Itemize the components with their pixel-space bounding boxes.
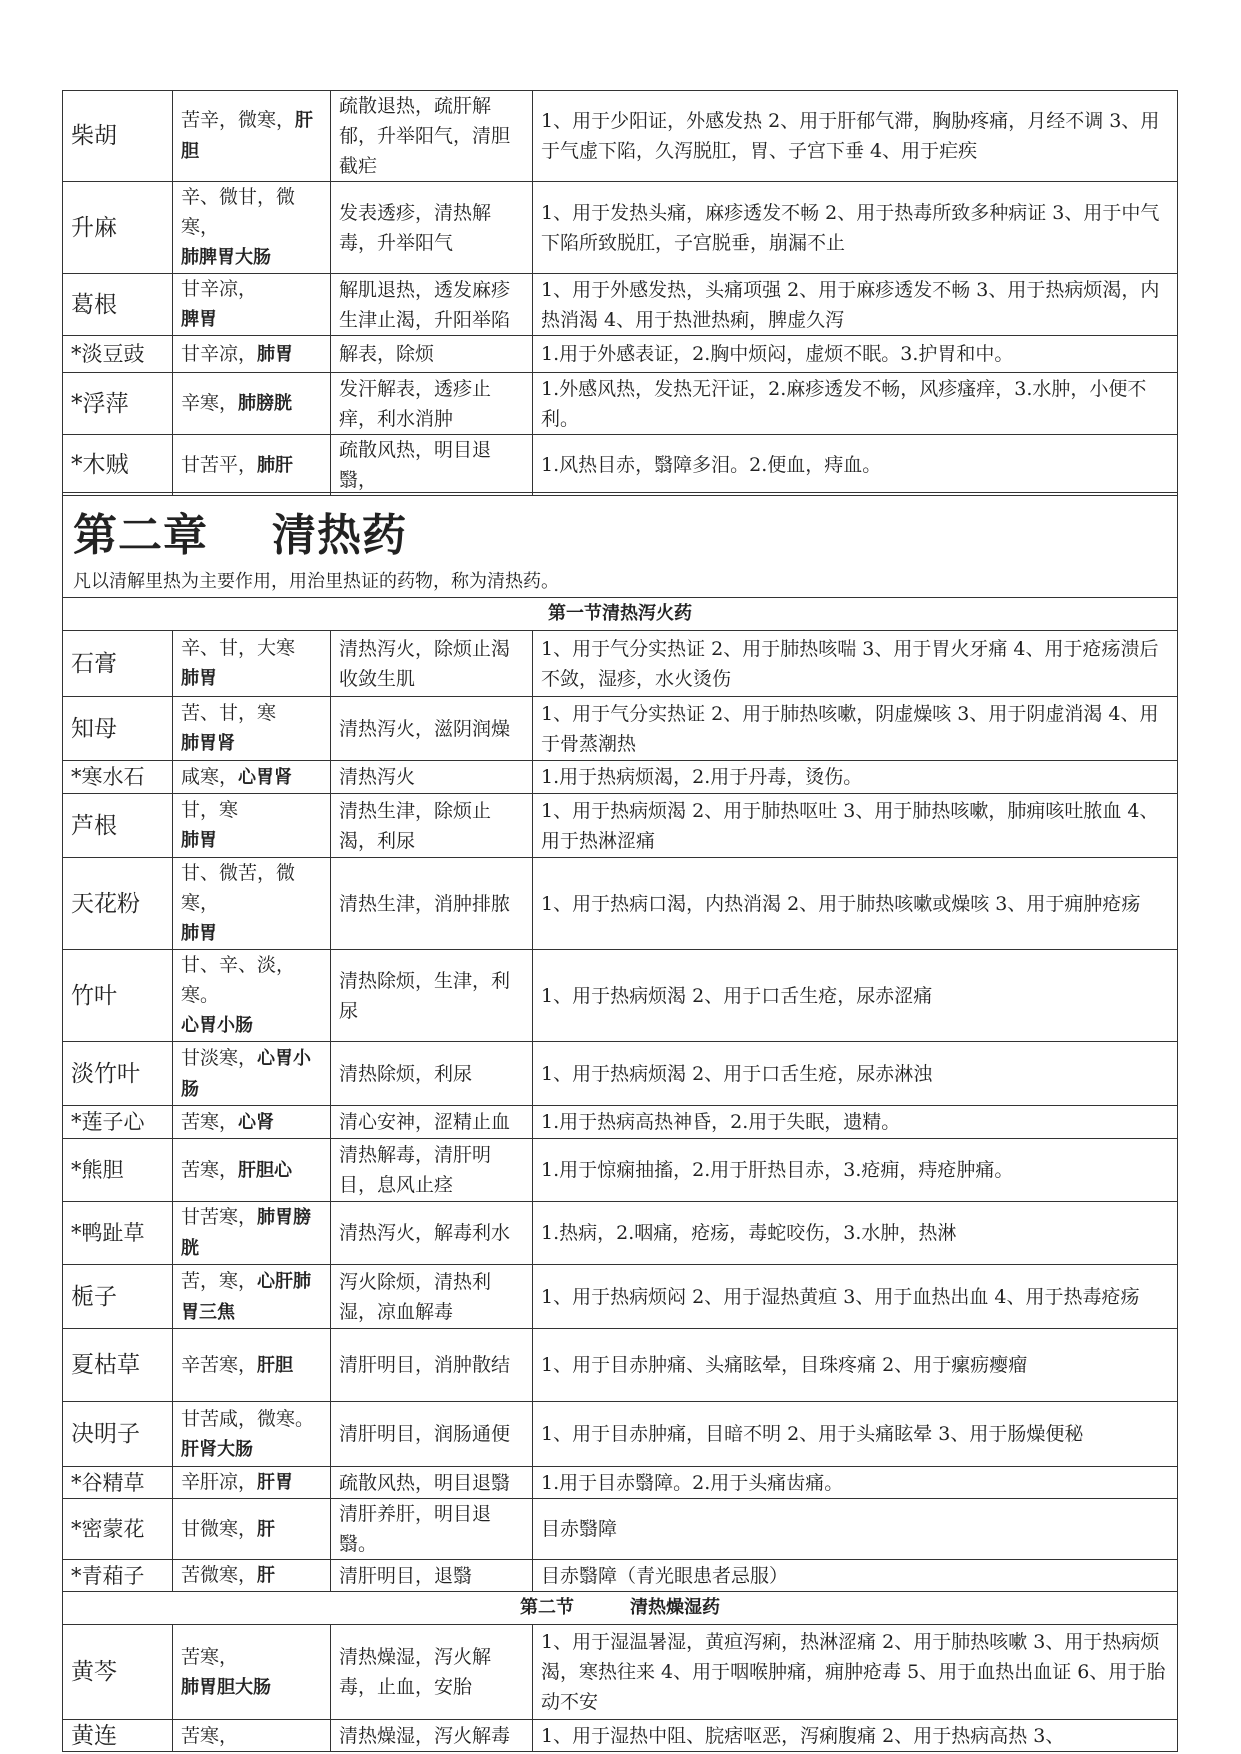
table-row [63,761,1178,794]
herb-effect: 清热泻火，滋阴润燥 [331,697,533,761]
herb-name: 竹叶 [63,950,173,1042]
herb-usage: 1、用于目赤肿痛，目暗不明 2、用于头痛眩晕 3、用于肠燥便秘 [533,1402,1178,1467]
table-row [63,631,1178,697]
herb-effect: 清热解毒，清肝明目，息风止痉 [331,1139,533,1202]
table-row [63,1265,1178,1329]
herb-meridian: 肺胃 [181,668,217,689]
herb-nature: 辛苦寒，肝胆 [173,1329,331,1402]
herb-usage: 1、用于气分实热证 2、用于肺热咳喘 3、用于胃火牙痛 4、用于疮疡溃后不敛，湿疹，水火烫伤 [533,631,1178,697]
herb-meridian: 肺脾胃大肠 [181,247,271,268]
herb-meridian: 肝 [257,1518,276,1540]
herb-effect: 疏散退热，疏肝解郁，升举阳气，清胆截疟 [331,91,533,182]
herb-nature: 甘辛凉，肺胃 [173,336,331,373]
herb-effect: 清热泻火 [331,761,533,794]
herb-name: *青葙子 [63,1560,173,1592]
herb-effect: 清热泻火，解毒利水 [331,1202,533,1265]
herb-meridian: 肝肾大肠 [181,1438,253,1460]
herb-meridian: 肺膀胱 [238,393,293,414]
herb-meridian: 肺胃 [257,343,294,365]
herb-meridian: 心胃小肠 [181,1015,253,1036]
herb-nature: 甘、辛、淡，寒。 心胃小肠 [173,950,331,1042]
herb-meridian: 心肾 [238,1111,275,1133]
herb-name: 石膏 [63,631,173,697]
herb-effect: 清肝明目，消肿散结 [331,1329,533,1402]
section-header-row [63,1592,1178,1625]
herb-name: *莲子心 [63,1106,173,1139]
table-row [63,950,1178,1042]
herb-effect: 清热生津，除烦止渴，利尿 [331,794,533,858]
herb-meridian: 肺胃胆大肠 [181,1676,271,1698]
herb-usage: 1、用于少阳证，外感发热 2、用于肝郁气滞，胸胁疼痛，月经不调 3、用于气虚下陷，久泻脱肛，胃、子宫下垂 4、用于疟疾 [533,91,1178,182]
chapter-description: 凡以清解里热为主要作用，用治里热证的药物，称为清热药。 [73,571,559,592]
table-row [63,697,1178,761]
section-title: 第一节清热泻火药 [63,598,1178,631]
herb-effect: 清肝养肝，明目退翳。 [331,1499,533,1560]
herb-meridian: 肺胃 [181,923,217,944]
table-row [63,794,1178,858]
herb-name: 升麻 [63,182,173,274]
herb-effect: 疏散风热，明目退翳 [331,1467,533,1499]
herb-nature: 甘淡寒，心胃小肠 [173,1042,331,1106]
herb-nature: 甘，寒 肺胃 [173,794,331,858]
herb-usage: 1、用于目赤肿痛、头痛眩晕，目珠疼痛 2、用于瘰疬瘿瘤 [533,1329,1178,1402]
table-row [63,1467,1178,1499]
herb-nature: 甘苦寒，肺胃膀胱 [173,1202,331,1265]
herb-effect: 解表，除烦 [331,336,533,373]
herb-usage: 1、用于发热头痛，麻疹透发不畅 2、用于热毒所致多种病证 3、用于中气下陷所致脱肛，子宫脱垂，崩漏不止 [533,182,1178,274]
herb-usage: 1.用于惊痫抽搐，2.用于肝热目赤，3.疮痈，痔疮肿痛。 [533,1139,1178,1202]
table-row [63,91,1178,182]
herb-nature: 甘微寒，肝 [173,1499,331,1560]
herb-name: 决明子 [63,1402,173,1467]
herb-meridian: 心胃肾 [238,766,293,788]
herb-meridian: 肝胆 [257,1354,294,1376]
table-row [63,1202,1178,1265]
herb-name: *淡豆豉 [63,336,173,373]
herb-effect: 清热泻火，除烦止渴收敛生肌 [331,631,533,697]
herb-effect: 清肝明目，润肠通便 [331,1402,533,1467]
herb-usage: 1、用于热病烦渴 2、用于口舌生疮，尿赤涩痛 [533,950,1178,1042]
chapter-title: 第二章 清热药 [73,510,407,561]
herb-effect: 解肌退热，透发麻疹生津止渴，升阳举陷 [331,274,533,336]
herb-meridian: 肺肝 [257,454,294,476]
table-row [63,1106,1178,1139]
herb-name: 淡竹叶 [63,1042,173,1106]
herb-nature: 苦寒， [173,1720,331,1752]
herb-usage: 1、用于热病烦渴 2、用于肺热呕吐 3、用于肺热咳嗽，肺痈咳吐脓血 4、用于热淋涩痛 [533,794,1178,858]
herb-nature: 辛肝凉，肝胃 [173,1467,331,1499]
herb-meridian: 心胃小肠 [181,1047,312,1100]
herb-usage: 目赤翳障（青光眼患者忌服） [533,1560,1178,1592]
herb-meridian: 肺胃肾 [181,733,235,754]
herb-effect: 清肝明目，退翳 [331,1560,533,1592]
herb-name: *浮萍 [63,373,173,435]
herb-nature: 咸寒，心胃肾 [173,761,331,794]
herb-name: *谷精草 [63,1467,173,1499]
herb-effect: 清热生津，消肿排脓 [331,858,533,950]
herb-usage: 1、用于外感发热，头痛项强 2、用于麻疹透发不畅 3、用于热病烦渴，内热消渴 4、用于热泄热痢，脾虚久泻 [533,274,1178,336]
herb-name: 黄芩 [63,1625,173,1720]
herb-name: *寒水石 [63,761,173,794]
table-row [63,1499,1178,1560]
herb-usage: 1、用于热病烦渴 2、用于口舌生疮，尿赤淋浊 [533,1042,1178,1106]
herb-usage: 1.外感风热，发热无汗证，2.麻疹透发不畅，风疹瘙痒，3.水肿，小便不利。 [533,373,1178,435]
herb-name: 夏枯草 [63,1329,173,1402]
herb-usage: 1.热病，2.咽痛，疮疡，毒蛇咬伤，3.水肿，热淋 [533,1202,1178,1265]
herb-nature: 甘辛凉， 脾胃 [173,274,331,336]
herb-meridian: 心肝肺胃三焦 [181,1270,312,1323]
herb-effect: 清热除烦，生津，利尿 [331,950,533,1042]
herb-table-qingre [62,492,1178,1752]
herb-nature: 甘苦平，肺肝 [173,435,331,496]
herb-name: 栀子 [63,1265,173,1329]
herb-meridian: 肝胃 [257,1472,294,1493]
herb-effect: 发汗解表，透疹止痒，利水消肿 [331,373,533,435]
herb-effect: 泻火除烦，清热利湿，凉血解毒 [331,1265,533,1329]
herb-nature: 辛寒，肺膀胱 [173,373,331,435]
herb-meridian: 肝胆心 [238,1159,293,1181]
section-header-row [63,598,1178,631]
herb-table-jiebiao [62,90,1178,496]
herb-nature: 甘苦咸，微寒。 肝肾大肠 [173,1402,331,1467]
section-title: 第二节 清热燥湿药 [63,1592,1178,1625]
herb-usage: 1.用于目赤翳障。2.用于头痛齿痛。 [533,1467,1178,1499]
table-row [63,336,1178,373]
herb-usage: 1.用于热病高热神昏，2.用于失眠，遗精。 [533,1106,1178,1139]
herb-nature: 苦寒， 肺胃胆大肠 [173,1625,331,1720]
herb-meridian: 肝胆 [181,110,314,162]
table-row [63,1042,1178,1106]
herb-effect: 清热燥湿，泻火解毒，止血，安胎 [331,1625,533,1720]
herb-meridian: 肺胃膀胱 [181,1207,312,1259]
herb-nature: 辛、甘，大寒 肺胃 [173,631,331,697]
herb-usage: 目赤翳障 [533,1499,1178,1560]
herb-meridian: 肺胃 [181,830,217,851]
table-row [63,1720,1178,1752]
table-row [63,1402,1178,1467]
herb-nature: 辛、微甘，微寒， 肺脾胃大肠 [173,182,331,274]
herb-nature: 甘、微苦，微寒， 肺胃 [173,858,331,950]
table-row [63,1329,1178,1402]
herb-name: *密蒙花 [63,1499,173,1560]
herb-usage: 1、用于气分实热证 2、用于肺热咳嗽，阴虚燥咳 3、用于阴虚消渴 4、用于骨蒸潮热 [533,697,1178,761]
herb-name: 知母 [63,697,173,761]
herb-effect: 清热燥湿，泻火解毒 [331,1720,533,1752]
table-row [63,1139,1178,1202]
herb-name: *鸭趾草 [63,1202,173,1265]
herb-nature: 苦寒，心肾 [173,1106,331,1139]
table-row [63,1625,1178,1720]
herb-usage: 1.风热目赤，翳障多泪。2.便血，痔血。 [533,435,1178,496]
herb-effect: 发表透疹，清热解毒，升举阳气 [331,182,533,274]
herb-name: 葛根 [63,274,173,336]
table-row [63,1560,1178,1592]
herb-nature: 苦微寒，肝 [173,1560,331,1592]
herb-meridian: 肝 [257,1565,276,1586]
herb-nature: 苦、甘，寒 肺胃肾 [173,697,331,761]
herb-nature: 苦寒，肝胆心 [173,1139,331,1202]
herb-name: *熊胆 [63,1139,173,1202]
chapter-header [63,493,1178,598]
herb-name: 柴胡 [63,91,173,182]
herb-usage: 1、用于湿热中阻、脘痞呕恶，泻痢腹痛 2、用于热病高热 3、 [533,1720,1178,1752]
herb-effect: 清热除烦，利尿 [331,1042,533,1106]
table-row [63,182,1178,274]
herb-effect: 清心安神，涩精止血 [331,1106,533,1139]
table-row [63,435,1178,496]
herb-usage: 1.用于热病烦渴，2.用于丹毒，烫伤。 [533,761,1178,794]
herb-name: *木贼 [63,435,173,496]
table-row [63,274,1178,336]
herb-nature: 苦辛，微寒，肝胆 [173,91,331,182]
herb-meridian: 脾胃 [181,309,217,330]
herb-nature: 苦，寒，心肝肺胃三焦 [173,1265,331,1329]
herb-effect: 疏散风热，明目退翳， [331,435,533,496]
herb-usage: 1、用于热病烦闷 2、用于湿热黄疸 3、用于血热出血 4、用于热毒疮疡 [533,1265,1178,1329]
herb-name: 芦根 [63,794,173,858]
table-row [63,373,1178,435]
herb-usage: 1、用于湿温暑湿，黄疸泻痢，热淋涩痛 2、用于肺热咳嗽 3、用于热病烦渴，寒热往来 4、用于咽喉肿痛，痈肿疮毒 5、用于血热出血证 6、用于胎动不安 [533,1625,1178,1720]
herb-name: 黄连 [63,1720,173,1752]
herb-usage: 1、用于热病口渴，内热消渴 2、用于肺热咳嗽或燥咳 3、用于痈肿疮疡 [533,858,1178,950]
herb-name: 天花粉 [63,858,173,950]
table-row [63,858,1178,950]
herb-usage: 1.用于外感表证，2.胸中烦闷，虚烦不眠。3.护胃和中。 [533,336,1178,373]
chapter-header-row [63,493,1178,598]
